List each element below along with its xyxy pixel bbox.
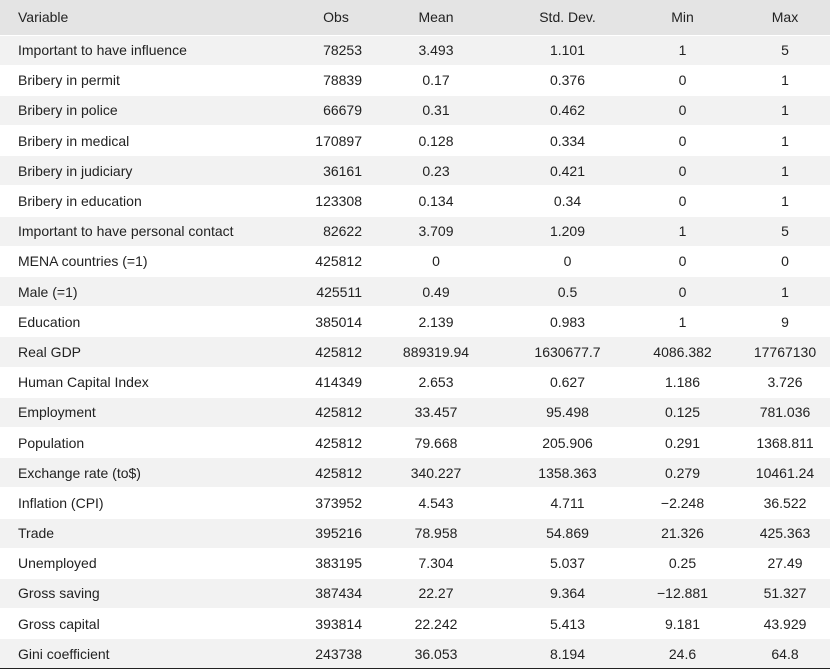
cell-mean: 0.128 xyxy=(362,126,510,156)
cell-mean: 22.242 xyxy=(362,609,510,639)
cell-mean: 0.17 xyxy=(362,65,510,95)
cell-min: 4086.382 xyxy=(625,337,740,367)
cell-variable: Exchange rate (to$) xyxy=(0,458,290,488)
cell-std-dev: 0.462 xyxy=(510,95,625,125)
cell-variable: Trade xyxy=(0,518,290,548)
cell-min: 0.279 xyxy=(625,458,740,488)
cell-variable: Important to have influence xyxy=(0,35,290,65)
cell-max: 1 xyxy=(740,277,830,307)
cell-variable: Employment xyxy=(0,397,290,427)
cell-std-dev: 1630677.7 xyxy=(510,337,625,367)
cell-obs: 385014 xyxy=(290,307,362,337)
cell-min: −12.881 xyxy=(625,578,740,608)
cell-obs: 243738 xyxy=(290,639,362,669)
cell-min: 0 xyxy=(625,126,740,156)
cell-std-dev: 0.421 xyxy=(510,156,625,186)
table-row xyxy=(0,307,830,337)
cell-variable: Male (=1) xyxy=(0,277,290,307)
cell-min: 0 xyxy=(625,277,740,307)
table-row xyxy=(0,609,830,639)
cell-min: 0 xyxy=(625,186,740,216)
cell-std-dev: 0.376 xyxy=(510,65,625,95)
cell-std-dev: 1.101 xyxy=(510,35,625,65)
cell-std-dev: 1.209 xyxy=(510,216,625,246)
table-row xyxy=(0,488,830,518)
cell-min: 0.125 xyxy=(625,397,740,427)
cell-min: 1 xyxy=(625,307,740,337)
cell-std-dev: 0 xyxy=(510,246,625,276)
cell-obs: 393814 xyxy=(290,609,362,639)
cell-min: 0.291 xyxy=(625,427,740,457)
cell-obs: 425812 xyxy=(290,397,362,427)
cell-min: 24.6 xyxy=(625,639,740,669)
cell-min: 0.25 xyxy=(625,548,740,578)
cell-mean: 340.227 xyxy=(362,458,510,488)
cell-variable: Human Capital Index xyxy=(0,367,290,397)
cell-std-dev: 1358.363 xyxy=(510,458,625,488)
cell-obs: 373952 xyxy=(290,488,362,518)
cell-variable: Gross capital xyxy=(0,609,290,639)
table-row xyxy=(0,578,830,608)
cell-max: 36.522 xyxy=(740,488,830,518)
table-row xyxy=(0,126,830,156)
table-row xyxy=(0,458,830,488)
cell-mean: 2.653 xyxy=(362,367,510,397)
header-obs: Obs xyxy=(323,9,349,26)
cell-min: 0 xyxy=(625,156,740,186)
cell-variable: Gini coefficient xyxy=(0,639,290,669)
table-row xyxy=(0,427,830,457)
cell-obs: 395216 xyxy=(290,518,362,548)
cell-variable: Population xyxy=(0,427,290,457)
cell-mean: 0 xyxy=(362,246,510,276)
cell-obs: 425812 xyxy=(290,337,362,367)
table-row xyxy=(0,337,830,367)
cell-mean: 33.457 xyxy=(362,397,510,427)
cell-max: 5 xyxy=(740,35,830,65)
header-std-dev: Std. Dev. xyxy=(539,9,596,26)
cell-mean: 4.543 xyxy=(362,488,510,518)
table-row xyxy=(0,216,830,246)
cell-obs: 425812 xyxy=(290,246,362,276)
table-row xyxy=(0,35,830,65)
cell-max: 1 xyxy=(740,186,830,216)
table-row xyxy=(0,277,830,307)
table-row xyxy=(0,367,830,397)
cell-obs: 383195 xyxy=(290,548,362,578)
cell-max: 64.8 xyxy=(740,639,830,669)
table-row xyxy=(0,186,830,216)
cell-obs: 78253 xyxy=(290,35,362,65)
cell-std-dev: 205.906 xyxy=(510,427,625,457)
cell-min: −2.248 xyxy=(625,488,740,518)
cell-obs: 170897 xyxy=(290,126,362,156)
cell-std-dev: 0.983 xyxy=(510,307,625,337)
cell-max: 425.363 xyxy=(740,518,830,548)
cell-max: 17767130 xyxy=(740,337,830,367)
cell-mean: 0.31 xyxy=(362,95,510,125)
table-body xyxy=(0,35,830,669)
header-max: Max xyxy=(771,9,799,26)
cell-variable: Inflation (CPI) xyxy=(0,488,290,518)
cell-max: 51.327 xyxy=(740,578,830,608)
cell-max: 5 xyxy=(740,216,830,246)
cell-std-dev: 54.869 xyxy=(510,518,625,548)
cell-max: 781.036 xyxy=(740,397,830,427)
cell-std-dev: 4.711 xyxy=(510,488,625,518)
cell-variable: Bribery in education xyxy=(0,186,290,216)
cell-std-dev: 0.334 xyxy=(510,126,625,156)
cell-mean: 78.958 xyxy=(362,518,510,548)
cell-mean: 0.23 xyxy=(362,156,510,186)
table-row xyxy=(0,397,830,427)
cell-mean: 0.134 xyxy=(362,186,510,216)
table-row xyxy=(0,548,830,578)
cell-max: 1 xyxy=(740,65,830,95)
cell-variable: Important to have personal contact xyxy=(0,216,290,246)
cell-min: 21.326 xyxy=(625,518,740,548)
cell-obs: 425812 xyxy=(290,427,362,457)
cell-obs: 414349 xyxy=(290,367,362,397)
cell-max: 27.49 xyxy=(740,548,830,578)
cell-min: 0 xyxy=(625,65,740,95)
cell-mean: 79.668 xyxy=(362,427,510,457)
cell-variable: Education xyxy=(0,307,290,337)
cell-max: 1 xyxy=(740,95,830,125)
table-row xyxy=(0,156,830,186)
cell-mean: 0.49 xyxy=(362,277,510,307)
cell-obs: 66679 xyxy=(290,95,362,125)
cell-obs: 36161 xyxy=(290,156,362,186)
cell-min: 1 xyxy=(625,216,740,246)
cell-min: 9.181 xyxy=(625,609,740,639)
cell-std-dev: 5.037 xyxy=(510,548,625,578)
header-mean: Mean xyxy=(418,9,454,26)
cell-max: 0 xyxy=(740,246,830,276)
cell-variable: Bribery in judiciary xyxy=(0,156,290,186)
cell-max: 10461.24 xyxy=(740,458,830,488)
header-variable: Variable xyxy=(18,9,69,26)
cell-max: 3.726 xyxy=(740,367,830,397)
table-row xyxy=(0,95,830,125)
cell-max: 43.929 xyxy=(740,609,830,639)
cell-max: 1368.811 xyxy=(740,427,830,457)
cell-max: 1 xyxy=(740,126,830,156)
cell-mean: 889319.94 xyxy=(362,337,510,367)
cell-std-dev: 9.364 xyxy=(510,578,625,608)
cell-mean: 3.709 xyxy=(362,216,510,246)
table-row xyxy=(0,65,830,95)
cell-max: 9 xyxy=(740,307,830,337)
table-row xyxy=(0,518,830,548)
cell-variable: Bribery in medical xyxy=(0,126,290,156)
cell-obs: 425812 xyxy=(290,458,362,488)
cell-obs: 425511 xyxy=(290,277,362,307)
cell-obs: 78839 xyxy=(290,65,362,95)
cell-min: 0 xyxy=(625,95,740,125)
cell-min: 1.186 xyxy=(625,367,740,397)
cell-std-dev: 0.5 xyxy=(510,277,625,307)
cell-min: 1 xyxy=(625,35,740,65)
table-header xyxy=(0,0,830,35)
cell-mean: 3.493 xyxy=(362,35,510,65)
cell-variable: Unemployed xyxy=(0,548,290,578)
table-row xyxy=(0,246,830,276)
header-min: Min xyxy=(671,9,694,26)
cell-std-dev: 8.194 xyxy=(510,639,625,669)
cell-std-dev: 95.498 xyxy=(510,397,625,427)
cell-variable: Bribery in police xyxy=(0,95,290,125)
header-row xyxy=(0,0,830,35)
cell-variable: Bribery in permit xyxy=(0,65,290,95)
cell-min: 0 xyxy=(625,246,740,276)
cell-mean: 22.27 xyxy=(362,578,510,608)
cell-obs: 123308 xyxy=(290,186,362,216)
cell-std-dev: 0.34 xyxy=(510,186,625,216)
cell-mean: 2.139 xyxy=(362,307,510,337)
cell-std-dev: 5.413 xyxy=(510,609,625,639)
cell-variable: MENA countries (=1) xyxy=(0,246,290,276)
cell-max: 1 xyxy=(740,156,830,186)
cell-variable: Gross saving xyxy=(0,578,290,608)
table-row xyxy=(0,639,830,669)
cell-mean: 36.053 xyxy=(362,639,510,669)
cell-obs: 82622 xyxy=(290,216,362,246)
cell-variable: Real GDP xyxy=(0,337,290,367)
cell-obs: 387434 xyxy=(290,578,362,608)
cell-mean: 7.304 xyxy=(362,548,510,578)
cell-std-dev: 0.627 xyxy=(510,367,625,397)
